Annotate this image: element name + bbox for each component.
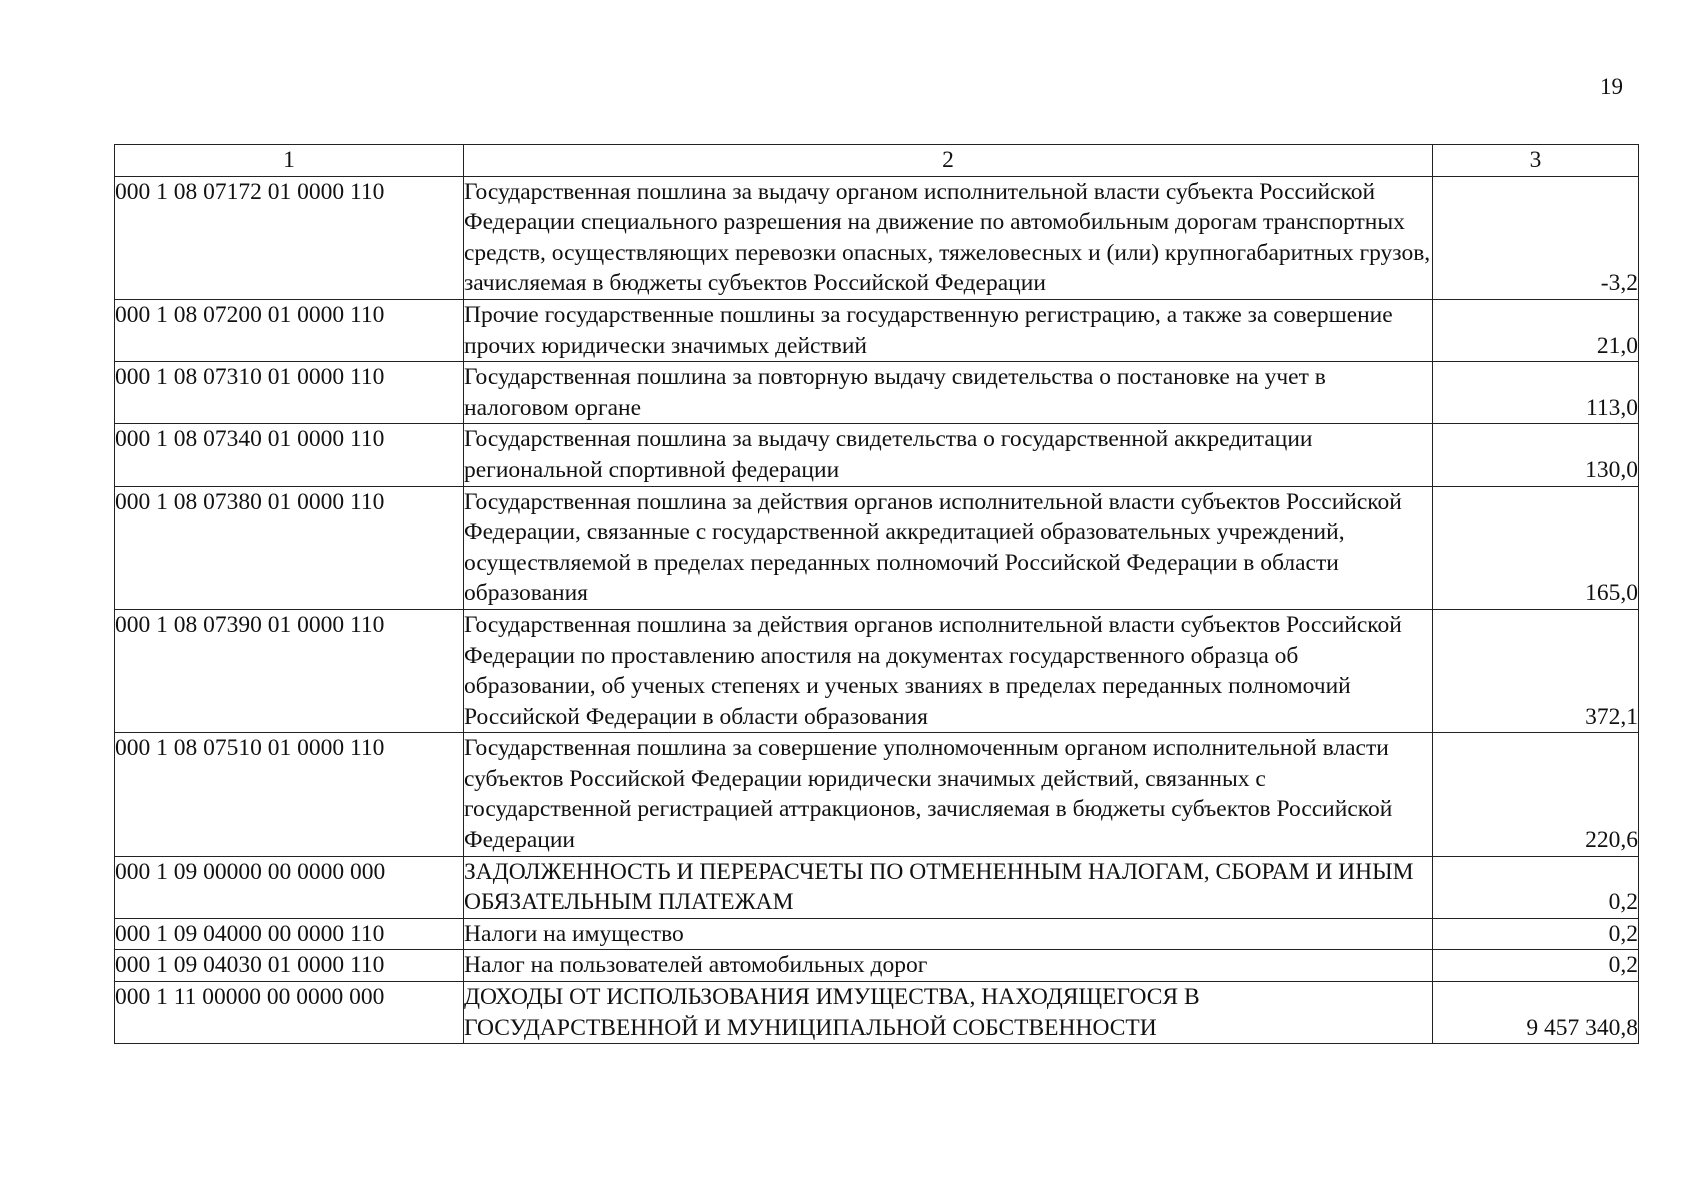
income-description: Государственная пошлина за совершение уполномоченным органом исполнительной власти субъектов Российской Федерации юридически значимых действий, связанных с государственной регистрацией аттракционов, зачисляемая в бюджеты субъектов Российской Федерации [464, 733, 1433, 856]
amount-value: 21,0 [1433, 299, 1639, 361]
income-description: ДОХОДЫ ОТ ИСПОЛЬЗОВАНИЯ ИМУЩЕСТВА, НАХОДЯЩЕГОСЯ В ГОСУДАРСТВЕННОЙ И МУНИЦИПАЛЬНОЙ СОБСТВЕННОСТИ [464, 982, 1433, 1044]
budget-code: 000 1 09 00000 00 0000 000 [115, 856, 464, 918]
income-description: Государственная пошлина за действия органов исполнительной власти субъектов Российской Федерации по проставлению апостиля на документах государственного образца об образовании, об ученых степенях и ученых званиях в пределах переданных полномочий Российской Федерации в области образования [464, 609, 1433, 732]
amount-value: 165,0 [1433, 486, 1639, 609]
table-header-row [115, 145, 1639, 177]
amount-value: 220,6 [1433, 733, 1639, 856]
table-row [115, 950, 1639, 982]
table-row [115, 486, 1639, 609]
amount-value: 130,0 [1433, 424, 1639, 486]
table-row [115, 362, 1639, 424]
budget-code: 000 1 08 07510 01 0000 110 [115, 733, 464, 856]
income-description: Государственная пошлина за повторную выдачу свидетельства о постановке на учет в налоговом органе [464, 362, 1433, 424]
table-row [115, 424, 1639, 486]
column-header-amount: 3 [1433, 145, 1639, 177]
table-row [115, 176, 1639, 299]
amount-value: 372,1 [1433, 609, 1639, 732]
budget-code: 000 1 08 07390 01 0000 110 [115, 609, 464, 732]
table-row [115, 982, 1639, 1044]
income-description: Государственная пошлина за действия органов исполнительной власти субъектов Российской Федерации, связанные с государственной аккредитацией образовательных учреждений, осуществляемой в пределах переданных полномочий Российской Федерации в области образования [464, 486, 1433, 609]
amount-value: 0,2 [1433, 918, 1639, 950]
amount-value: -3,2 [1433, 176, 1639, 299]
amount-value: 0,2 [1433, 856, 1639, 918]
table-row [115, 918, 1639, 950]
budget-code: 000 1 08 07310 01 0000 110 [115, 362, 464, 424]
budget-code: 000 1 08 07172 01 0000 110 [115, 176, 464, 299]
amount-value: 0,2 [1433, 950, 1639, 982]
income-description: ЗАДОЛЖЕННОСТЬ И ПЕРЕРАСЧЕТЫ ПО ОТМЕНЕННЫМ НАЛОГАМ, СБОРАМ И ИНЫМ ОБЯЗАТЕЛЬНЫМ ПЛАТЕЖАМ [464, 856, 1433, 918]
budget-code: 000 1 08 07200 01 0000 110 [115, 299, 464, 361]
column-header-code: 1 [115, 145, 464, 177]
budget-code: 000 1 09 04000 00 0000 110 [115, 918, 464, 950]
amount-value: 9 457 340,8 [1433, 982, 1639, 1044]
table-row [115, 856, 1639, 918]
amount-value: 113,0 [1433, 362, 1639, 424]
budget-revenue-table [114, 144, 1639, 1044]
budget-code: 000 1 08 07380 01 0000 110 [115, 486, 464, 609]
budget-code: 000 1 11 00000 00 0000 000 [115, 982, 464, 1044]
income-description: Налог на пользователей автомобильных дорог [464, 950, 1433, 982]
column-header-description: 2 [464, 145, 1433, 177]
table-row [115, 299, 1639, 361]
income-description: Государственная пошлина за выдачу органом исполнительной власти субъекта Российской Федерации специального разрешения на движение по автомобильным дорогам транспортных средств, осуществляющих перевозки опасных, тяжеловесных и (или) крупногабаритных грузов, зачисляемая в бюджеты субъектов Российской Федерации [464, 176, 1433, 299]
income-description: Налоги на имущество [464, 918, 1433, 950]
income-description: Государственная пошлина за выдачу свидетельства о государственной аккредитации региональной спортивной федерации [464, 424, 1433, 486]
budget-code: 000 1 09 04030 01 0000 110 [115, 950, 464, 982]
income-description: Прочие государственные пошлины за государственную регистрацию, а также за совершение прочих юридически значимых действий [464, 299, 1433, 361]
table-row [115, 609, 1639, 732]
budget-code: 000 1 08 07340 01 0000 110 [115, 424, 464, 486]
page-number: 19 [1600, 74, 1623, 99]
table-row [115, 733, 1639, 856]
